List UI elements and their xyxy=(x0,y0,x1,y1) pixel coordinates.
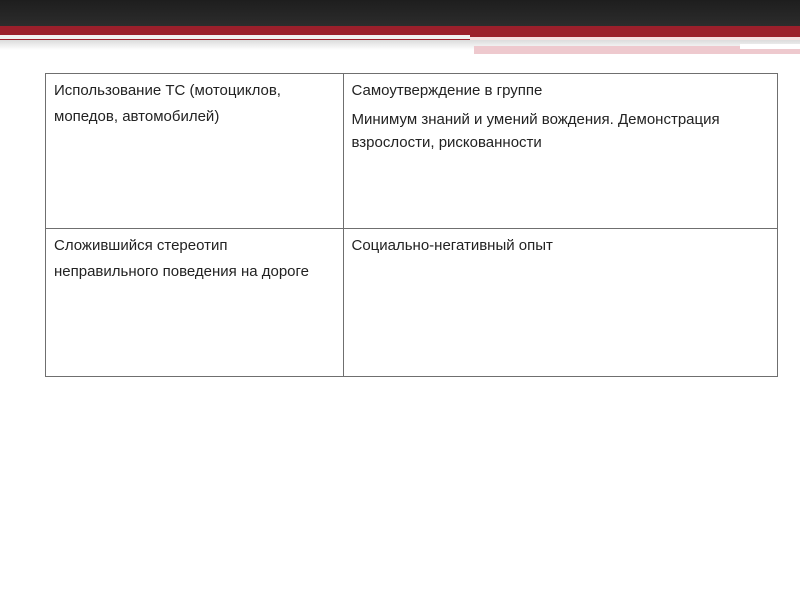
cell-text: Минимум знаний и умений вождения. Демонстрация взрослости, рискованности xyxy=(351,111,720,151)
cell-text: Самоутверждение в группе xyxy=(351,82,543,99)
table-cell-left xyxy=(46,74,344,229)
table-cell-right xyxy=(343,74,778,229)
table-row xyxy=(46,74,778,229)
cell-text: Социально-негативный опыт xyxy=(351,237,553,254)
table-cell-right xyxy=(343,229,778,377)
header-stripe-left xyxy=(0,35,470,39)
content-table-container xyxy=(45,73,778,377)
header-accent-notch xyxy=(740,44,800,49)
content-table xyxy=(45,73,778,377)
table-row xyxy=(46,229,778,377)
cell-text: Сложившийся стереотип неправильного поведения на дороге xyxy=(54,237,310,280)
slide-header-dark-bar xyxy=(0,0,800,26)
table-cell-left xyxy=(46,229,344,377)
cell-text: Использование ТС (мотоциклов, мопедов, автомобилей) xyxy=(54,82,281,125)
